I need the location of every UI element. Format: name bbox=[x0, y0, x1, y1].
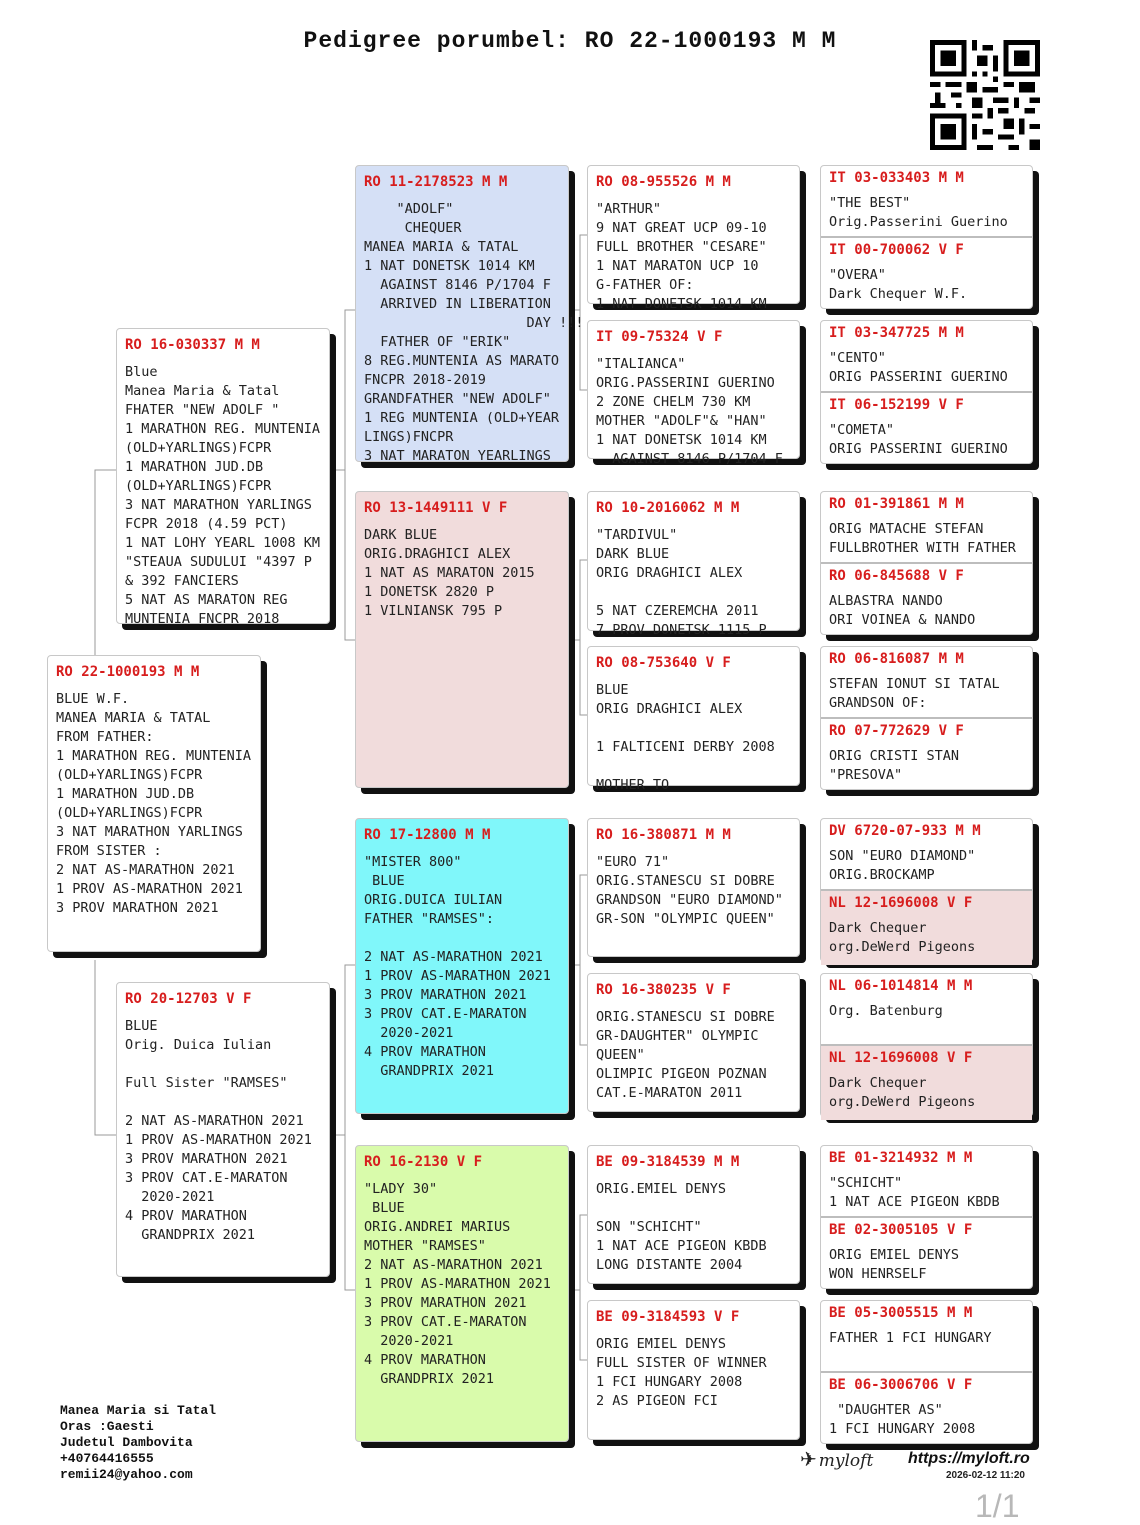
gen5-text: FATHER 1 FCI HUNGARY bbox=[829, 1330, 992, 1346]
grandparent-ring: RO 13-1449111 V F bbox=[364, 500, 508, 516]
grandparent-card bbox=[355, 491, 569, 788]
gen5-text: Dark Chequer org.DeWerd Pigeons bbox=[829, 920, 976, 955]
grandparent-text: "ADOLF" CHEQUER MANEA MARIA & TATAL 1 NAT DONETSK 1014 KM AGAINST 8146 P/1704 F ARRIVED IN LIBERATION DAY !!! FATHER OF "ERIK" 8 REG.MUNTENIA AS MARATO FNCPR 2018-2019 GRANDFATHER "NEW ADOLF" 1 REG MUNTENIA (OLD+YEAR LINGS)FNCPR 3 NAT MARATON YEARLINGS bbox=[364, 201, 584, 464]
gen5-pair-card bbox=[820, 1300, 1033, 1444]
great-grandparent-text: ORIG EMIEL DENYS FULL SISTER OF WINNER 1 FCI HUNGARY 2008 2 AS PIGEON FCI bbox=[596, 1336, 767, 1409]
gen5-ring: NL 12-1696008 V F bbox=[829, 895, 973, 911]
gen5-text: ORIG MATACHE STEFAN FULLBROTHER WITH FATHER bbox=[829, 521, 1016, 556]
great-grandparent-card bbox=[587, 165, 800, 312]
great-grandparent-card bbox=[587, 646, 800, 793]
gen5-ring: BE 02-3005105 V F bbox=[829, 1222, 973, 1238]
great-grandparent-text: ORIG.STANESCU SI DOBRE GR-DAUGHTER" OLYMPIC QUEEN" OLIMPIC PIGEON POZNAN CAT.E-MARATON 2011 bbox=[596, 1009, 775, 1101]
sire-ring: RO 16-030337 M M bbox=[125, 337, 260, 353]
great-grandparent-card bbox=[587, 491, 800, 638]
gen5-ring: BE 05-3005515 M M bbox=[829, 1305, 973, 1321]
great-grandparent-text: "EURO 71" ORIG.STANESCU SI DOBRE GRANDSON "EURO DIAMOND" GR-SON "OLYMPIC QUEEN" bbox=[596, 854, 783, 927]
dam-text: BLUE Orig. Duica Iulian Full Sister "RAMSES" 2 NAT AS-MARATHON 2021 1 PROV AS-MARATHON 2021 3 PROV MARATHON 2021 3 PROV CAT.E-MARATON 2020-2021 4 PROV MARATHON GRANDPRIX 2021 bbox=[125, 1018, 312, 1243]
gen5-pair-card bbox=[820, 973, 1033, 1117]
gen5-text: ORIG EMIEL DENYS WON HENRSELF bbox=[829, 1247, 960, 1282]
gen5-ring: IT 03-033403 M M bbox=[829, 170, 964, 186]
great-grandparent-ring: RO 16-380871 M M bbox=[596, 827, 731, 843]
great-grandparent-ring: RO 08-955526 M M bbox=[596, 174, 731, 190]
great-grandparent-card bbox=[587, 320, 800, 467]
great-grandparent-text: "TARDIVUL" DARK BLUE ORIG DRAGHICI ALEX 5 NAT CZEREMCHA 2011 7 PROV DONETSK 1115 P bbox=[596, 527, 767, 638]
grandparent-card bbox=[355, 1145, 569, 1442]
great-grandparent-text: ORIG.EMIEL DENYS SON "SCHICHT" 1 NAT ACE PIGEON KBDB LONG DISTANTE 2004 bbox=[596, 1181, 767, 1273]
great-grandparent-ring: BE 09-3184593 V F bbox=[596, 1309, 740, 1325]
great-grandparent-text: "ARTHUR" 9 NAT GREAT UCP 09-10 FULL BROTHER "CESARE" 1 NAT MARATON UCP 10 G-FATHER OF: 1 NAT DONETSK 1014 KM bbox=[596, 201, 767, 312]
gen5-ring: DV 6720-07-933 M M bbox=[829, 823, 981, 839]
gen5-text: "DAUGHTER AS" 1 FCI HUNGARY 2008 bbox=[829, 1402, 976, 1437]
gen5-text: "COMETA" ORIG PASSERINI GUERINO bbox=[829, 422, 1008, 457]
gen5-pair-card bbox=[820, 165, 1033, 309]
gen5-text: STEFAN IONUT SI TATAL GRANDSON OF: bbox=[829, 676, 1000, 711]
gen5-ring: RO 06-845688 V F bbox=[829, 568, 964, 584]
great-grandparent-ring: RO 08-753640 V F bbox=[596, 655, 731, 671]
great-grandparent-card bbox=[587, 818, 800, 957]
grandparent-card bbox=[355, 165, 584, 464]
gen5-ring: RO 01-391861 M M bbox=[829, 496, 964, 512]
great-grandparent-ring: RO 10-2016062 M M bbox=[596, 500, 740, 516]
gen5-ring: NL 12-1696008 V F bbox=[829, 1050, 973, 1066]
gen5-pair-card bbox=[820, 646, 1033, 790]
great-grandparent-card bbox=[587, 1300, 800, 1440]
sire-text: Blue Manea Maria & Tatal FHATER "NEW ADOLF " 1 MARATHON REG. MUNTENIA (OLD+YARLINGS)FCPR 1 MARATHON JUD.DB (OLD+YARLINGS)FCPR 3 NAT MARATHON YARLINGS FCPR 2018 (4.59 PCT) 1 NAT LOHY YEARL 1008 KM "STEAUA SUDULUI "4397 P & 392 FANCIERS 5 NAT AS MARATON REG MUNTENIA FNCPR 2018 bbox=[125, 364, 321, 627]
page-title: Pedigree porumbel: RO 22-1000193 M M bbox=[303, 28, 837, 54]
gen5-text: "THE BEST" Orig.Passerini Guerino bbox=[829, 195, 1008, 230]
gen5-text: Dark Chequer org.DeWerd Pigeons bbox=[829, 1075, 976, 1110]
site-link[interactable]: https://myloft.ro bbox=[908, 1450, 1030, 1467]
myloft-logo bbox=[800, 1447, 873, 1471]
sire-card bbox=[116, 328, 330, 627]
gen5-text: ALBASTRA NANDO ORI VOINEA & NANDO bbox=[829, 593, 976, 628]
gen5-pair-card bbox=[820, 491, 1033, 635]
page-number: 1/1 bbox=[975, 1488, 1020, 1524]
gen5-ring: RO 06-816087 M M bbox=[829, 651, 964, 667]
logo-text: myloft bbox=[818, 1451, 874, 1471]
grandparent-ring: RO 16-2130 V F bbox=[364, 1154, 483, 1170]
dam-ring: RO 20-12703 V F bbox=[125, 991, 252, 1007]
owner-contact: Manea Maria si Tatal Oras :Gaesti Judetul Dambovita +40764416555 remii24@yahoo.com bbox=[60, 1403, 217, 1482]
gen5-pair-card bbox=[820, 1145, 1033, 1289]
grandparent-ring: RO 11-2178523 M M bbox=[364, 174, 508, 190]
grandparent-text: "MISTER 800" BLUE ORIG.DUICA IULIAN FATHER "RAMSES": 2 NAT AS-MARATHON 2021 1 PROV AS-MARATHON 2021 3 PROV MARATHON 2021 3 PROV CAT.E-MARATON 2020-2021 4 PROV MARATHON GRANDPRIX 2021 bbox=[364, 854, 551, 1079]
grandparent-ring: RO 17-12800 M M bbox=[364, 827, 491, 843]
great-grandparent-text: BLUE ORIG DRAGHICI ALEX 1 FALTICENI DERBY 2008 MOTHER TO bbox=[596, 682, 775, 793]
subject-card bbox=[47, 655, 261, 952]
gen5-ring: IT 06-152199 V F bbox=[829, 397, 964, 413]
great-grandparent-text: "ITALIANCA" ORIG.PASSERINI GUERINO 2 ZONE CHELM 730 KM MOTHER "ADOLF"& "HAN" 1 NAT DONETSK 1014 KM AGAINST 8146 P/1704 F bbox=[596, 356, 783, 467]
great-grandparent-card bbox=[587, 1145, 800, 1284]
gen5-pair-card bbox=[820, 818, 1033, 962]
dam-card bbox=[116, 982, 330, 1277]
gen5-ring: BE 06-3006706 V F bbox=[829, 1377, 973, 1393]
grandparent-text: "LADY 30" BLUE ORIG.ANDREI MARIUS MOTHER "RAMSES" 2 NAT AS-MARATHON 2021 1 PROV AS-MARATHON 2021 3 PROV MARATHON 2021 3 PROV CAT.E-MARATON 2020-2021 4 PROV MARATHON GRANDPRIX 2021 bbox=[364, 1181, 551, 1387]
great-grandparent-ring: IT 09-75324 V F bbox=[596, 329, 723, 345]
gen5-text: "SCHICHT" 1 NAT ACE PIGEON KBDB bbox=[829, 1175, 1000, 1210]
subject-ring: RO 22-1000193 M M bbox=[56, 664, 200, 680]
grandparent-text: DARK BLUE ORIG.DRAGHICI ALEX 1 NAT AS MARATON 2015 1 DONETSK 2820 P 1 VILNIANSK 795 P bbox=[364, 527, 535, 619]
gen5-ring: NL 06-1014814 M M bbox=[829, 978, 973, 994]
gen5-text: ORIG CRISTI STAN "PRESOVA" bbox=[829, 748, 960, 783]
great-grandparent-ring: BE 09-3184539 M M bbox=[596, 1154, 740, 1170]
gen5-pair-card bbox=[820, 320, 1033, 464]
subject-text: BLUE W.F. MANEA MARIA & TATAL FROM FATHER: 1 MARATHON REG. MUNTENIA (OLD+YARLINGS)FCPR 1 MARATHON JUD.DB (OLD+YARLINGS)FCPR 3 NAT MARATHON YARLINGS FROM SISTER : 2 NAT AS-MARATHON 2021 1 PROV AS-MARATHON 2021 3 PROV MARATHON 2021 bbox=[56, 691, 252, 916]
gen5-ring: BE 01-3214932 M M bbox=[829, 1150, 973, 1166]
timestamp: 2026-02-12 11:20 bbox=[946, 1470, 1025, 1481]
gen5-text: Org. Batenburg bbox=[829, 1003, 943, 1019]
grandparent-card bbox=[355, 818, 569, 1114]
gen5-text: SON "EURO DIAMOND" ORIG.BROCKAMP bbox=[829, 848, 976, 883]
gen5-text: "OVERA" Dark Chequer W.F. bbox=[829, 267, 968, 302]
gen5-ring: RO 07-772629 V F bbox=[829, 723, 964, 739]
pigeon-icon: ✈ bbox=[800, 1447, 817, 1471]
great-grandparent-ring: RO 16-380235 V F bbox=[596, 982, 731, 998]
gen5-ring: IT 00-700062 V F bbox=[829, 242, 964, 258]
gen5-text: "CENTO" ORIG PASSERINI GUERINO bbox=[829, 350, 1008, 385]
great-grandparent-card bbox=[587, 973, 800, 1112]
gen5-ring: IT 03-347725 M M bbox=[829, 325, 964, 341]
